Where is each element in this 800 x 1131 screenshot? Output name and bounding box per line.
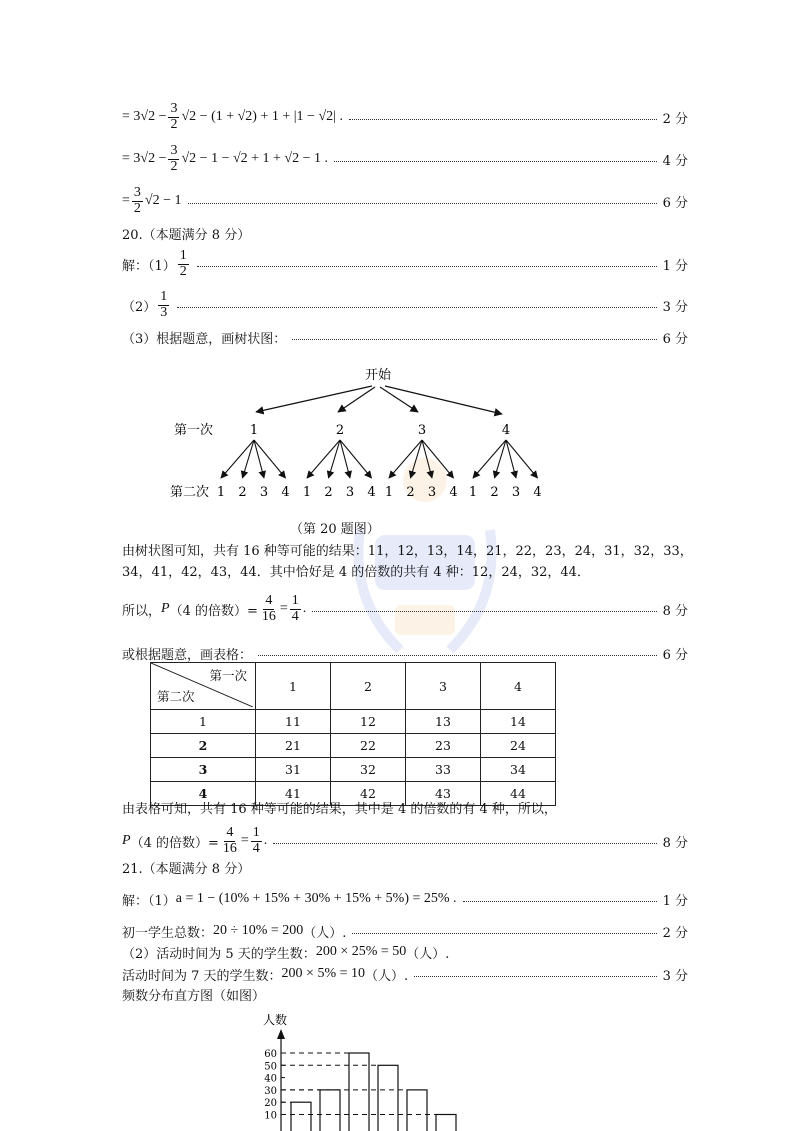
hist-ticks [264, 1049, 285, 1122]
q21-a1-prefix: 解：（1） [122, 893, 176, 909]
d7-expr: 200 × 5% = 10 [281, 966, 365, 981]
q21-header: 21.（本题满分 8 分） [122, 862, 251, 877]
table-cell: 24 [481, 734, 556, 758]
table-cell: 21 [256, 734, 331, 758]
tree-leaf: 1 [384, 485, 394, 500]
tree-leaf: 1 [302, 485, 312, 500]
tree-leaf: 1 [468, 485, 478, 500]
calc-2-fraction: $\frac{3}{2}$ [170, 142, 178, 174]
tree-level1-edges [256, 386, 502, 414]
q21-day7 [122, 963, 688, 985]
leader-dots [273, 843, 656, 844]
table-cell: 33 [406, 758, 481, 782]
leader-dots [292, 339, 656, 340]
leader-dots [334, 161, 657, 162]
table-cell: 32 [331, 758, 406, 782]
tree-edge [389, 440, 422, 478]
tree-leaf: 3 [259, 485, 269, 500]
score-8: 8 分 [662, 835, 688, 851]
q20-a1-prefix: 解：（1） [122, 258, 176, 274]
calc-3-fraction: $\frac{3}{2}$ [133, 184, 141, 216]
table-cell: 13 [406, 710, 481, 734]
table-cell: 44 [481, 782, 556, 806]
table-col-header: 4 [481, 663, 556, 710]
table-cell: 23 [406, 734, 481, 758]
leader-dots [258, 655, 657, 656]
prob2-fraction-1: $\frac{4}{16}$ [222, 824, 237, 856]
total-expr: 20 ÷ 10% = 200 [213, 923, 304, 938]
prob-paren: （4 的倍数）= [130, 835, 219, 851]
q20-probability: 所以， P （4 的倍数）= $\frac{4}{16}$ = $\frac{1}{4}$ . 8 分 [122, 592, 688, 624]
q21-a1-expr: a = 1 − (10% + 15% + 30% + 15% + 5%) = 25% . [175, 891, 457, 906]
table-col-header: 3 [406, 663, 481, 710]
hist-bar [407, 1090, 427, 1131]
q20-alt-line [122, 642, 688, 664]
score-2: 2 分 [662, 111, 688, 127]
q20-answer-2 [122, 288, 688, 320]
score-2: 2 分 [662, 925, 688, 941]
table-row [151, 734, 556, 758]
calc-2-rest: √2 − 1 − √2 + 1 + √2 − 1 . [181, 151, 329, 166]
score-3: 3 分 [662, 299, 688, 315]
q20-paragraph-1: 由树状图可知，共有 16 种等可能的结果：11，12，13，14，21，22，23，24，31，32，33， [122, 544, 693, 559]
tree-root-label: 开始 [364, 368, 392, 383]
leader-dots [197, 266, 657, 267]
q20-paragraph-2: 34，41，42，43，44．其中恰好是 4 的倍数的共有 4 种：12，24，32，44． [122, 565, 590, 580]
hist-bar [378, 1065, 398, 1131]
q21-day5 [122, 941, 449, 963]
total-unit: （人）. [303, 925, 347, 941]
tree-level1-node: 3 [417, 423, 427, 438]
score-6: 6 分 [662, 647, 688, 663]
tree-leaf: 1 [216, 485, 226, 500]
tree-caption: （第 20 题图） [290, 522, 380, 537]
prob-prefix: 所以， [122, 603, 162, 619]
table-col-header: 2 [331, 663, 406, 710]
table-cell: 22 [331, 734, 406, 758]
tree-leaf: 4 [281, 485, 290, 500]
leader-dots [188, 203, 657, 204]
tree-level1-nodes [250, 423, 510, 438]
leader-dots [177, 307, 656, 308]
table-cell: 12 [331, 710, 406, 734]
table-row [151, 758, 556, 782]
tree-leaf: 4 [367, 485, 376, 500]
tree-leaf: 4 [533, 485, 542, 500]
table-cell: 14 [481, 710, 556, 734]
q20-answer-1 [122, 247, 688, 279]
leader-dots [352, 933, 656, 934]
hist-tick-label: 60 [264, 1049, 277, 1060]
leader-dots [312, 611, 656, 612]
d5-label: （2）活动时间为 5 天的学生数： [122, 946, 316, 962]
prob-fraction-1: $\frac{4}{16}$ [261, 592, 276, 624]
hist-bar [291, 1102, 311, 1131]
tree-level1-node: 2 [335, 423, 345, 438]
table-col-header: 1 [256, 663, 331, 710]
leader-dots [349, 119, 657, 120]
tree-level1-label: 第一次 [174, 423, 214, 438]
table-cell: 42 [331, 782, 406, 806]
tree-leaf: 2 [490, 485, 499, 500]
prob-p: P [122, 833, 131, 848]
d5-expr: 200 × 25% = 50 [315, 944, 407, 959]
tree-edge [329, 440, 341, 478]
table-row-header: 2 [151, 734, 256, 758]
calc-line-3 [122, 184, 688, 216]
tree-leaf: 2 [324, 485, 333, 500]
d7-unit: （人）. [365, 968, 409, 984]
tree-edge [243, 440, 255, 478]
calc-3-expr: = [122, 193, 130, 208]
table-row-header: 3 [151, 758, 256, 782]
tree-leaf: 3 [345, 485, 355, 500]
tree-leaf: 2 [406, 485, 415, 500]
table-row-header: 4 [151, 782, 256, 806]
tree-edge [307, 440, 340, 478]
q21-answer-1 [122, 888, 688, 910]
q20-a2-fraction: $\frac{1}{3}$ [160, 288, 168, 320]
q20-probability-2: P （4 的倍数）= $\frac{4}{16}$ = $\frac{1}{4}$ . 8 分 [122, 824, 688, 856]
q20-answer-3 [122, 326, 688, 348]
histogram-chart [255, 1005, 515, 1131]
table-cell: 11 [256, 710, 331, 734]
table-header-row [151, 663, 556, 710]
tree-diagram [160, 360, 580, 510]
prob-p: P [161, 601, 170, 616]
q20-header: 20.（本题满分 8 分） [122, 228, 251, 243]
score-1: 1 分 [662, 258, 688, 274]
tree-level1-node: 1 [249, 423, 259, 438]
calc-3-rest: √2 − 1 [144, 193, 182, 208]
tree-edge [411, 440, 423, 478]
q21-total [122, 920, 688, 942]
table-cell: 41 [256, 782, 331, 806]
tree-level1-node: 4 [501, 423, 511, 438]
tree-leaf: 2 [238, 485, 247, 500]
tree-level2-label: 第二次 [170, 485, 210, 500]
tree-edge [473, 440, 506, 478]
hist-bar [436, 1115, 456, 1131]
table-cell: 31 [256, 758, 331, 782]
score-3: 3 分 [662, 968, 688, 984]
tree-edge [495, 440, 507, 478]
tree-level2-edges [221, 440, 538, 478]
prob2-fraction-2: $\frac{1}{4}$ [252, 824, 260, 856]
calc-1-fraction: $\frac{3}{2}$ [170, 100, 178, 132]
hist-tick-label: 30 [264, 1085, 277, 1097]
q20-a2-prefix: （2） [122, 299, 157, 315]
q20-a3-text: （3）根据题意，画树状图： [122, 331, 287, 347]
calc-line-1 [122, 100, 688, 132]
q20-a1-fraction: $\frac{1}{2}$ [179, 247, 187, 279]
hist-tick-label: 20 [264, 1098, 277, 1110]
hist-ylabel: 人数 [263, 1013, 288, 1027]
score-1: 1 分 [662, 893, 688, 909]
prob-paren: （4 的倍数）= [169, 603, 258, 619]
hist-title: 频数分布直方图（如图） [122, 989, 266, 1004]
hist-bar [349, 1053, 369, 1131]
table-cell: 34 [481, 758, 556, 782]
score-6: 6 分 [662, 331, 688, 347]
total-label: 初一学生总数： [122, 925, 214, 941]
leader-dots [414, 976, 656, 977]
tree-leaf: 4 [449, 485, 458, 500]
calc-1-expr: = 3√2 − [122, 109, 167, 124]
d5-unit: （人）. [406, 946, 450, 962]
tree-edge [221, 440, 254, 478]
hist-bar [320, 1090, 340, 1131]
tree-leaf: 3 [427, 485, 437, 500]
alt-text: 或根据题意，画表格： [122, 647, 253, 663]
score-8: 8 分 [662, 603, 688, 619]
d7-label: 活动时间为 7 天的学生数： [122, 968, 282, 984]
q20-paragraph-3: 由表格可知，共有 16 种等可能的结果，其中是 4 的倍数的有 4 种，所以， [122, 802, 557, 817]
table-row [151, 710, 556, 734]
hist-bars [281, 1053, 456, 1131]
calc-1-rest: √2 − (1 + √2) + 1 + |1 − √2| . [181, 109, 343, 124]
corner-bottom-label: 第二次 [157, 689, 195, 704]
hist-tick-label: 50 [264, 1061, 277, 1073]
hist-tick-label: 40 [264, 1073, 277, 1085]
table-corner-cell [151, 663, 256, 710]
prob-fraction-2: $\frac{1}{4}$ [291, 592, 299, 624]
calc-2-expr: = 3√2 − [122, 151, 167, 166]
hist-tick-label: 10 [264, 1110, 277, 1122]
table-cell: 43 [406, 782, 481, 806]
corner-top-label: 第一次 [209, 668, 247, 683]
table-row-header: 1 [151, 710, 256, 734]
calc-line-2 [122, 142, 688, 174]
tree-leaves [217, 485, 542, 500]
leader-dots [463, 901, 657, 902]
hist-y-arrow [277, 1029, 285, 1039]
tree-leaf: 3 [511, 485, 521, 500]
score-4: 4 分 [662, 153, 688, 169]
score-6: 6 分 [662, 195, 688, 211]
outcome-table [150, 662, 556, 806]
